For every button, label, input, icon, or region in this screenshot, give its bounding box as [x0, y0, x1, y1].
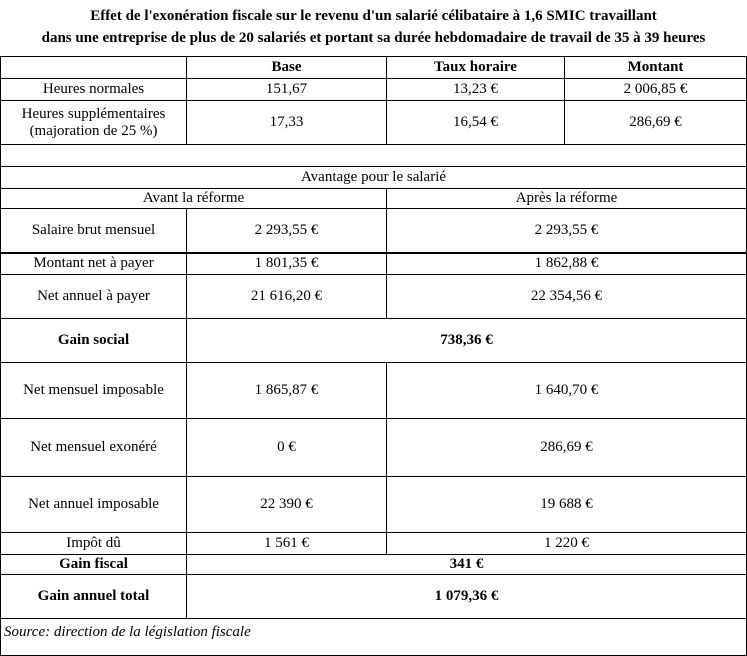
header-taux-horaire: Taux horaire — [387, 57, 565, 79]
row-before: 0 € — [187, 419, 387, 477]
table-row — [1, 575, 747, 619]
row-taux: 13,23 € — [387, 79, 565, 101]
row-after: 2 293,55 € — [387, 209, 747, 253]
row-label: Gain annuel total — [1, 575, 187, 619]
row-label: Gain fiscal — [1, 555, 187, 575]
row-label: Net annuel imposable — [1, 477, 187, 533]
table-row — [1, 363, 747, 419]
advantage-header: Avantage pour le salarié — [1, 167, 747, 189]
row-after: 1 220 € — [387, 533, 747, 555]
row-after: 19 688 € — [387, 477, 747, 533]
tax-exemption-table — [0, 56, 747, 619]
row-label: Gain social — [1, 319, 187, 363]
gain-fiscal-value: 341 € — [187, 555, 747, 575]
row-montant: 2 006,85 € — [565, 79, 747, 101]
header-base: Base — [187, 57, 387, 79]
row-label: Montant net à payer — [1, 253, 187, 275]
spacer-row — [1, 145, 747, 167]
row-before: 1 801,35 € — [187, 253, 387, 275]
table-row — [1, 79, 747, 101]
table-row — [1, 253, 747, 275]
row-label: Net mensuel exonéré — [1, 419, 187, 477]
table-row — [1, 275, 747, 319]
row-label: Salaire brut mensuel — [1, 209, 187, 253]
row-after: 1 862,88 € — [387, 253, 747, 275]
row-after: 1 640,70 € — [387, 363, 747, 419]
table-row — [1, 555, 747, 575]
row-before: 1 865,87 € — [187, 363, 387, 419]
row-before: 1 561 € — [187, 533, 387, 555]
row-after: 22 354,56 € — [387, 275, 747, 319]
row-base: 151,67 — [187, 79, 387, 101]
row-label: Net mensuel imposable — [1, 363, 187, 419]
gain-annuel-total-value: 1 079,36 € — [187, 575, 747, 619]
row-before: 22 390 € — [187, 477, 387, 533]
row-taux: 16,54 € — [387, 101, 565, 145]
row-after: 286,69 € — [387, 419, 747, 477]
row-label: Heures supplémentaires (majoration de 25 %) — [1, 101, 187, 145]
title-line-1: Effet de l'exonération fiscale sur le revenu d'un salarié célibataire à 1,6 SMIC travaillant — [90, 8, 657, 24]
period-header-row — [1, 189, 747, 209]
row-montant: 286,69 € — [565, 101, 747, 145]
table-row — [1, 209, 747, 253]
after-reform-header: Après la réforme — [387, 189, 747, 209]
gain-social-value: 738,36 € — [187, 319, 747, 363]
table-row — [1, 101, 747, 145]
table-row — [1, 419, 747, 477]
row-label: Impôt dû — [1, 533, 187, 555]
header-montant: Montant — [565, 57, 747, 79]
table-row — [1, 319, 747, 363]
advantage-header-row — [1, 167, 747, 189]
spacer-cell — [1, 145, 747, 167]
source-note: Source: direction de la législation fiscale — [4, 624, 251, 640]
row-before: 21 616,20 € — [187, 275, 387, 319]
row-before: 2 293,55 € — [187, 209, 387, 253]
header-row — [1, 57, 747, 79]
row-label: Heures normales — [1, 79, 187, 101]
row-label: Net annuel à payer — [1, 275, 187, 319]
table-row — [1, 533, 747, 555]
table-title — [0, 0, 747, 49]
table-row — [1, 477, 747, 533]
before-reform-header: Avant la réforme — [1, 189, 387, 209]
title-line-2: dans une entreprise de plus de 20 salariés et portant sa durée hebdomadaire de travail de 35 à 39 heures — [41, 30, 706, 46]
header-empty — [1, 57, 187, 79]
row-base: 17,33 — [187, 101, 387, 145]
